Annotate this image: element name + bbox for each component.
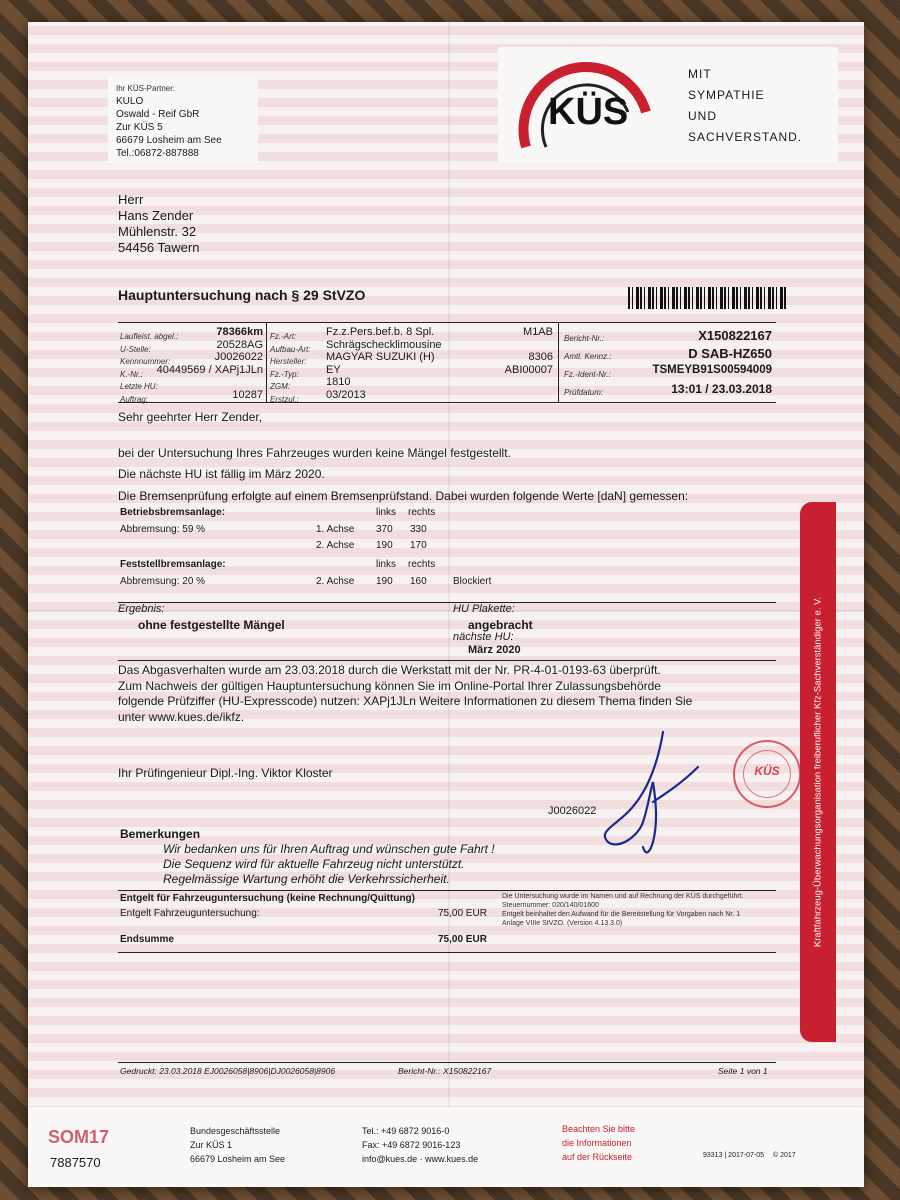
barcode-icon — [628, 287, 788, 309]
license-plate: D SAB-HZ650 — [688, 346, 772, 361]
stamp-text: KÜS — [754, 764, 780, 778]
result-label: Ergebnis: — [118, 603, 165, 615]
text-line: unter www.kues.de/ikfz. — [118, 709, 245, 724]
footer-notice — [562, 1122, 635, 1164]
col-left-header: links — [376, 559, 397, 570]
fold-crease-vertical — [448, 22, 450, 1187]
axle-label: 2. Achse — [316, 576, 355, 587]
remarks-lines — [163, 842, 495, 887]
kues-logo-icon — [506, 52, 666, 162]
axle-value: 170 — [410, 540, 427, 551]
partner-phone: Tel.:06872-887888 — [116, 148, 199, 159]
vehicle-data-mid — [270, 326, 555, 404]
recipient-line: Hans Zender — [118, 208, 194, 223]
vin: TSMEYB91S00594009 — [652, 364, 772, 376]
axle-value: 160 — [410, 576, 427, 587]
axle-value: 190 — [376, 576, 393, 587]
printed-report-number: Bericht-Nr.: X150822167 — [398, 1066, 492, 1076]
axle-value: 190 — [376, 540, 393, 551]
fees-title: Entgelt für Fahrzeuguntersuchung (keine Rechnung/Quittung) — [120, 893, 415, 904]
field-label: K.-Nr.: — [120, 369, 143, 379]
footer-line: Tel.: +49 6872 9016-0 — [362, 1126, 450, 1136]
col-left-header: links — [376, 507, 397, 518]
report-number: X150822167 — [698, 328, 772, 343]
partner-name: KULO — [116, 96, 144, 107]
field-value: 20528AG — [216, 338, 263, 351]
footer-line: info@kues.de · www.kues.de — [362, 1154, 479, 1164]
fees-total-label: Endsumme — [120, 934, 174, 945]
result-paragraph: bei der Untersuchung Ihres Fahrzeuges wurden keine Mängel festgestellt. — [118, 446, 511, 460]
field-value: Schrägschecklimousine — [326, 338, 442, 351]
parking-brake-note: Blockiert — [453, 576, 492, 587]
copyright: © 2017 — [773, 1152, 796, 1159]
next-hu-value: März 2020 — [468, 644, 521, 656]
document-page — [28, 22, 864, 1187]
footer-contact — [362, 1124, 478, 1166]
field-code: ABI00007 — [504, 363, 553, 376]
note-line: Entgelt beinhaltet den Aufwand für die Bereitstellung für Vorgaben nach Nr. 1 — [502, 911, 741, 918]
partner-city: 66679 Losheim am See — [116, 135, 222, 146]
field-value: 10287 — [232, 388, 263, 401]
field-label: Bericht-Nr.: — [564, 334, 605, 343]
engineer-name: Ihr Prüfingenieur Dipl.-Ing. Viktor Kloster — [118, 766, 333, 780]
remarks-title: Bemerkungen — [120, 827, 201, 841]
field-value: EY — [326, 363, 341, 376]
footer-line: Beachten Sie bitte — [562, 1124, 636, 1134]
slogan-line: UND — [688, 109, 717, 123]
field-code: M1AB — [523, 326, 553, 338]
footer-line: die Informationen — [562, 1138, 632, 1148]
field-label: U-Stelle: — [120, 344, 151, 354]
axle-value: 370 — [376, 524, 393, 535]
remark-line: Regelmässige Wartung erhöht die Verkehrssicherheit. — [163, 872, 450, 886]
next-hu-paragraph: Die nächste HU ist fällig im März 2020. — [118, 467, 325, 481]
slogan-line: MIT — [688, 67, 712, 81]
parking-brake-efficiency: Abbremsung: 20 % — [120, 576, 206, 587]
result-value: ohne festgestellte Mängel — [138, 618, 285, 632]
field-label: Fz.-Ident-Nr.: — [564, 370, 611, 379]
recipient-line: Mühlenstr. 32 — [118, 224, 197, 239]
emissions-paragraph — [118, 663, 692, 725]
field-label: ZGM: — [270, 382, 290, 391]
footer-line: Bundesgeschäftsstelle — [190, 1126, 281, 1136]
text-line: Das Abgasverhalten wurde am 23.03.2018 durch die Werkstatt mit der Nr. PR-4-01-0193-63 überprüft. — [118, 663, 661, 677]
plakette-label: HU Plakette: — [453, 603, 515, 615]
footer-line: auf der Rückseite — [562, 1152, 633, 1162]
partner-label: Ihr KÜS-Partner: — [116, 84, 176, 93]
official-stamp — [733, 740, 801, 808]
note-line: Steuernummer: 020/140/01600 — [502, 902, 599, 909]
plakette-value: angebracht — [468, 618, 533, 632]
form-code: SOM17 — [48, 1127, 110, 1147]
fees-total-value: 75,00 EUR — [438, 934, 487, 945]
field-code: 8306 — [528, 351, 553, 363]
field-label: Hersteller: — [270, 357, 307, 366]
footer-line: Fax: +49 6872 9016-123 — [362, 1140, 461, 1150]
recipient-address — [118, 192, 199, 256]
print-code: 93313 | 2017-07-05 — [703, 1152, 764, 1159]
footer-office — [190, 1124, 285, 1166]
greeting: Sehr geehrter Herr Zender, — [118, 410, 263, 424]
page-count: Seite 1 von 1 — [718, 1066, 768, 1076]
note-line: Die Untersuchung wurde im Namen und auf Rechnung der KÜS durchgeführt. — [502, 893, 744, 900]
field-value: 1810 — [326, 376, 351, 388]
service-brake-efficiency: Abbremsung: 59 % — [120, 524, 206, 535]
vehicle-data-right — [564, 328, 774, 400]
field-label: Auftrag: — [120, 394, 149, 404]
col-right-header: rechts — [408, 559, 436, 570]
form-number: 7887570 — [50, 1155, 101, 1170]
field-value: MAGYAR SUZUKI (H) — [326, 351, 435, 363]
printed-info: Gedruckt: 23.03.2018 EJ0026058|8906|DJ0026058|8906 — [120, 1066, 336, 1076]
document-title: Hauptuntersuchung nach § 29 StVZO — [118, 287, 366, 303]
mileage-value: 78366 — [216, 326, 247, 338]
field-label: Aufbau-Art: — [270, 344, 311, 354]
vehicle-data-left — [120, 326, 265, 404]
slogan-line: SACHVERSTAND. — [688, 130, 803, 144]
next-hu-label: nächste HU: — [453, 631, 514, 643]
engineer-id: J0026022 — [548, 805, 597, 817]
field-label: Amtl. Kennz.: — [564, 352, 612, 361]
field-label: Erstzul.: — [270, 394, 299, 404]
field-value: Fz.z.Pers.bef.b. 8 Spl. — [326, 326, 435, 338]
fee-item-label: Entgelt Fahrzeuguntersuchung: — [120, 908, 260, 919]
field-label: Fz.-Typ: — [270, 369, 299, 379]
inspection-date: 13:01 / 23.03.2018 — [671, 382, 772, 396]
service-brake-title: Betriebsbremsanlage: — [120, 507, 226, 518]
field-label: Letzte HU: — [120, 382, 158, 391]
text-line: folgende Prüfziffer (HU-Expresscode) nutzen: XAPj1JLn Weitere Informationen zu diesem Thema finden Sie — [118, 694, 693, 708]
field-label: Prüfdatum: — [564, 388, 604, 397]
fee-item-value: 75,00 EUR — [438, 908, 487, 919]
note-line: Anlage VIIIe StVZO. (Version 4.13.3.0) — [502, 920, 623, 927]
axle-value: 330 — [410, 524, 427, 535]
mileage-unit: km — [247, 326, 263, 338]
logo-text: KÜS — [548, 91, 629, 133]
recipient-line: Herr — [118, 192, 144, 207]
field-value: J0026022 — [214, 351, 263, 363]
recipient-line: 54456 Tawern — [118, 240, 200, 255]
axle-label: 1. Achse — [316, 524, 355, 535]
field-label: Laufleist. abgel.: — [120, 332, 179, 341]
side-bar-text: Kraftfahrzeug-Überwachungsorganisation freiberuflicher Kfz-Sachverständiger e. V. — [812, 596, 824, 948]
parking-brake-title: Feststellbremsanlage: — [120, 559, 226, 570]
field-label: Fz.-Art: — [270, 332, 297, 341]
fees-note — [502, 892, 744, 928]
remark-line: Wir bedanken uns für Ihren Auftrag und wünschen gute Fahrt ! — [163, 842, 495, 856]
slogan-line: SYMPATHIE — [688, 88, 765, 102]
text-line: Zum Nachweis der gültigen Hauptuntersuchung können Sie im Online-Portal Ihrer Zulassungsbehörde — [118, 678, 661, 693]
footer-line: 66679 Losheim am See — [190, 1154, 286, 1164]
slogan — [688, 64, 802, 148]
field-value: 03/2013 — [326, 388, 366, 401]
footer-line: Zur KÜS 1 — [190, 1140, 233, 1150]
field-value: 40449569 / XAPj1JLn — [156, 363, 263, 376]
partner-company: Oswald - Reif GbR — [116, 109, 200, 120]
field-label: Kennnummer: — [120, 357, 171, 366]
axle-label: 2. Achse — [316, 540, 355, 551]
col-right-header: rechts — [408, 507, 436, 518]
brake-intro: Die Bremsenprüfung erfolgte auf einem Bremsenprüfstand. Dabei wurden folgende Werte [daN] gemessen: — [118, 489, 689, 503]
signature-icon — [588, 722, 738, 862]
remark-line: Die Sequenz wird für aktuelle Fahrzeug nicht unterstützt. — [163, 857, 465, 871]
partner-street: Zur KÜS 5 — [116, 122, 163, 133]
